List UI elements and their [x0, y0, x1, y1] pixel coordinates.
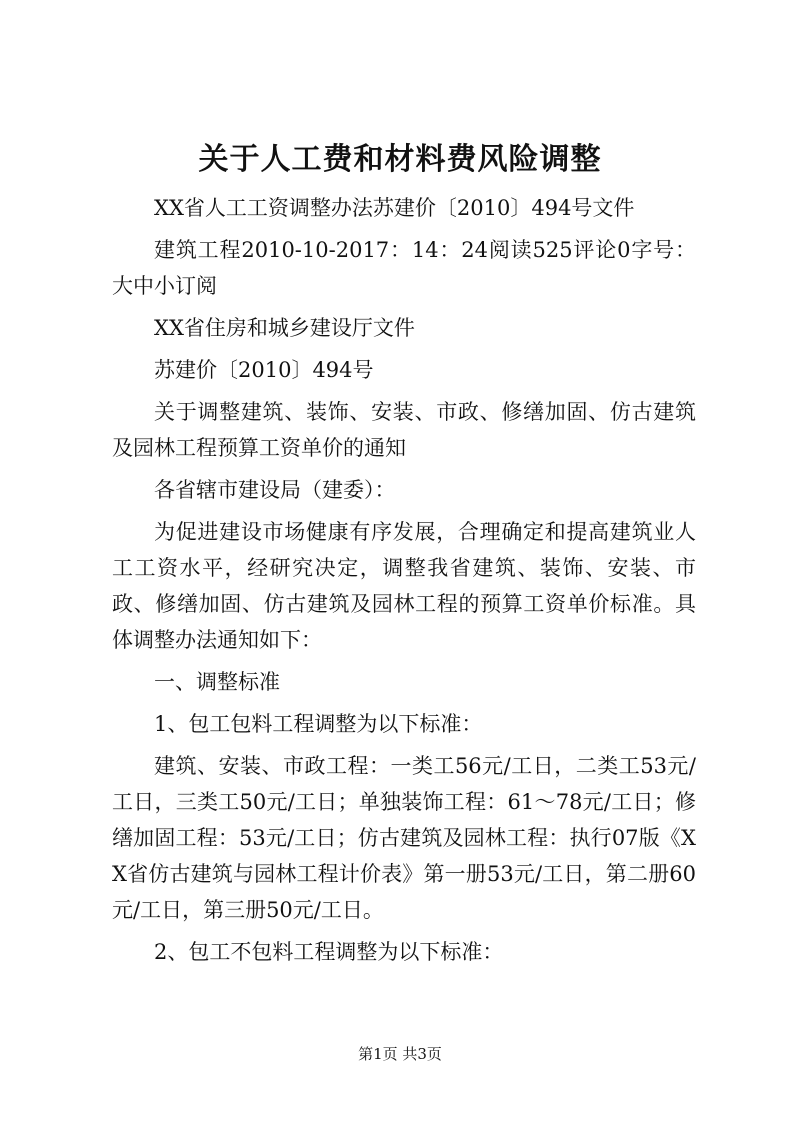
paragraph-addressee: 各省辖市建设局（建委）：	[154, 478, 396, 502]
page-footer: 第1页 共3页	[358, 1045, 442, 1063]
subheading-labor-only: 2、包工不包料工程调整为以下标准：	[154, 940, 504, 964]
paragraph-file-reference: XX省人工工资调整办法苏建价〔2010〕494号文件	[154, 196, 635, 220]
paragraph-post-meta: 建筑工程2010-10-2017：14：24阅读525评论0字号：大中小订阅	[112, 238, 696, 298]
section-heading-standards: 一、调整标准	[154, 670, 280, 694]
paragraph-wage-rates: 建筑、安装、市政工程：一类工56元/工日，二类工53元/工日，三类工50元/工日；单独装饰工程：61～78元/工日；修缮加固工程：53元/工日；仿古建筑及园林工程：执行07版《XX省仿古建筑与园林工程计价表》第一册53元/工日，第二册60元/工日，第三册50元/工日。	[112, 754, 696, 922]
document-body	[112, 190, 696, 976]
paragraph-notice-title: 关于调整建筑、装饰、安装、市政、修缮加固、仿古建筑及园林工程预算工资单价的通知	[112, 400, 696, 460]
paragraph-document-number: 苏建价〔2010〕494号	[154, 358, 374, 382]
paragraph-introduction: 为促进建设市场健康有序发展，合理确定和提高建筑业人工工资水平，经研究决定，调整我省建筑、装饰、安装、市政、修缮加固、仿古建筑及园林工程的预算工资单价标准。具体调整办法通知如下：	[112, 520, 696, 652]
paragraph-issuing-department: XX省住房和城乡建设厅文件	[154, 316, 415, 340]
subheading-labor-and-materials: 1、包工包料工程调整为以下标准：	[154, 712, 483, 736]
document-title: 关于人工费和材料费风险调整	[198, 142, 602, 177]
